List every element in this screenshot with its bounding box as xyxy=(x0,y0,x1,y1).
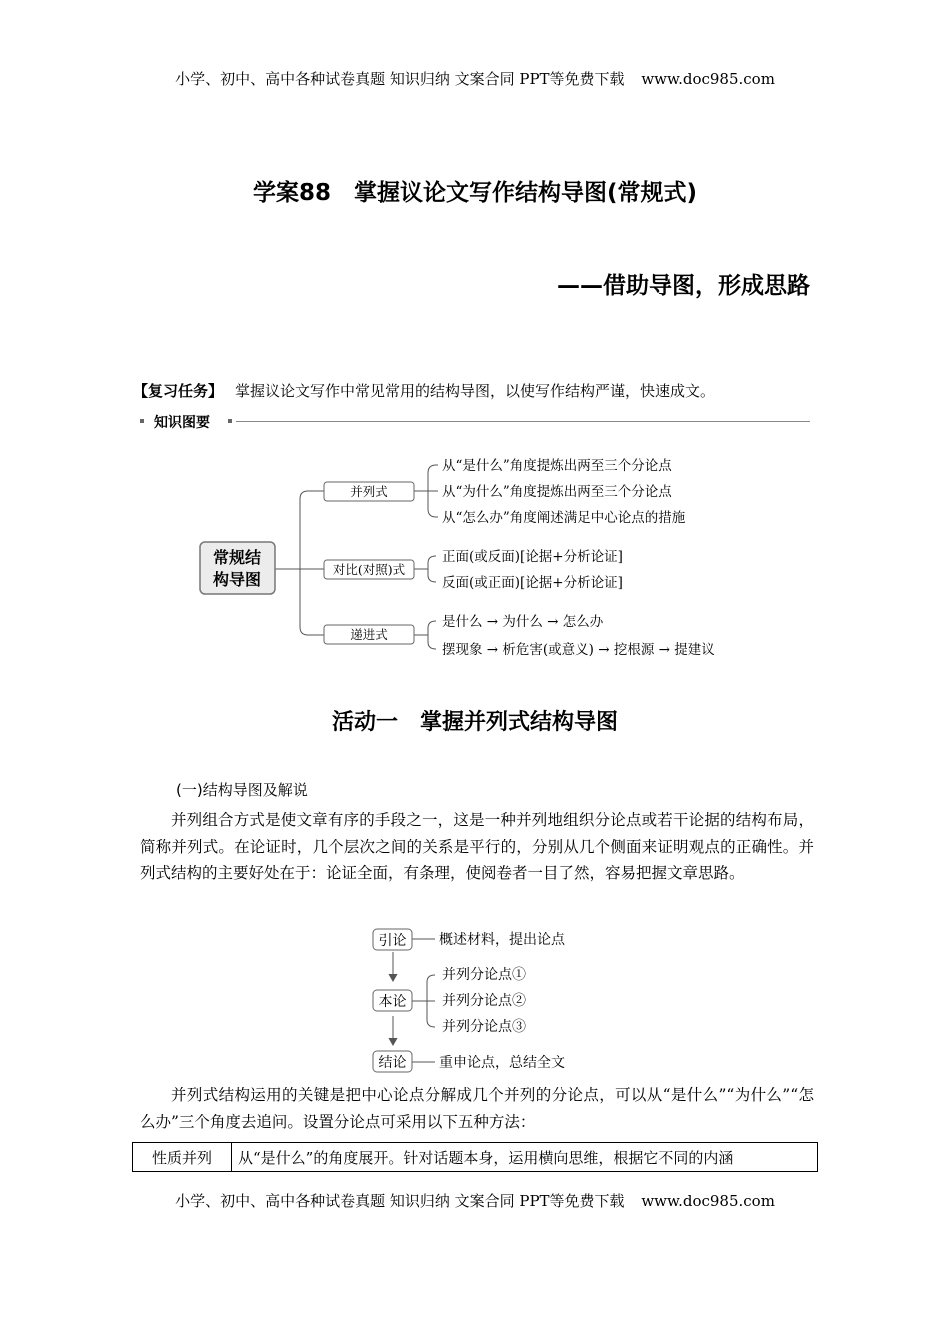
bullet-square-icon xyxy=(140,419,144,423)
branch-label-parallel: 并列式 xyxy=(350,484,388,499)
leaf-item: 摆现象 → 析危害(或意义) → 挖根源 → 提建议 xyxy=(442,642,715,658)
branch-label-progressive: 递进式 xyxy=(350,627,388,642)
footer-url: www.doc985.com xyxy=(641,1192,775,1210)
body-label: 本论 xyxy=(378,994,407,1010)
leaf-item: 是什么 → 为什么 → 怎么办 xyxy=(442,614,604,630)
mindmap-root-line1: 常规结 xyxy=(212,548,262,567)
bullet-square-icon xyxy=(228,419,232,423)
page-header xyxy=(0,68,950,89)
leaf-item: 正面(或反面)[论据+分析论证] xyxy=(442,549,623,565)
branch-label-contrast: 对比(对照)式 xyxy=(332,562,406,577)
knowledge-map-label: 知识图要 xyxy=(154,415,210,431)
table-row xyxy=(133,1143,818,1172)
page-subtitle: ——借助导图，形成思路 xyxy=(557,273,810,299)
method-type: 性质并列 xyxy=(133,1143,232,1172)
parallel-structure-diagram xyxy=(365,922,625,1077)
methods-table xyxy=(132,1142,818,1172)
divider-line xyxy=(236,421,810,422)
header-left-text: 小学、初中、高中各种试卷真题 知识归纳 文案合同 PPT等免费下载 xyxy=(175,70,625,88)
intro-text: 概述材料，提出论点 xyxy=(439,932,565,948)
page-title: 学案88 掌握议论文写作结构导图(常规式) xyxy=(252,180,698,206)
page-footer xyxy=(0,1190,950,1211)
paragraph-intro: 并列组合方式是使文章有序的手段之一，这是一种并列地组织分论点或若干论据的结构布局，简称并列式。在论证时，几个层次之间的关系是平行的，分别从几个侧面来证明观点的正确性。并列式结构的主要好处在于：论证全面，有条理，使阅卷者一目了然，容易把握文章思路。 xyxy=(140,811,814,882)
review-task-label: 【复习任务】 xyxy=(133,382,224,400)
body-item: 并列分论点③ xyxy=(442,1019,526,1035)
leaf-item: 从“为什么”角度提炼出两至三个分论点 xyxy=(442,484,672,500)
knowledge-map-bar xyxy=(140,410,810,432)
intro-label: 引论 xyxy=(378,933,407,949)
header-url: www.doc985.com xyxy=(641,70,775,88)
body-item: 并列分论点① xyxy=(442,967,526,983)
review-task xyxy=(133,380,715,401)
conclusion-text: 重申论点，总结全文 xyxy=(439,1055,565,1071)
method-desc: 从“是什么”的角度展开。针对话题本身，运用横向思维，根据它不同的内涵 xyxy=(232,1143,818,1172)
mindmap-root-line2: 构导图 xyxy=(212,570,262,589)
paragraph-methods: 并列式结构运用的关键是把中心论点分解成几个并列的分论点，可以从“是什么”“为什么”“怎么办”三个角度去追问。设置分论点可采用以下五种方法： xyxy=(140,1086,814,1131)
leaf-item: 从“怎么办”角度阐述满足中心论点的措施 xyxy=(442,510,686,526)
activity-title: 活动一 掌握并列式结构导图 xyxy=(331,710,618,735)
leaf-item: 从“是什么”角度提炼出两至三个分论点 xyxy=(442,458,672,474)
leaf-item: 反面(或正面)[论据+分析论证] xyxy=(442,575,623,591)
footer-left-text: 小学、初中、高中各种试卷真题 知识归纳 文案合同 PPT等免费下载 xyxy=(175,1192,625,1210)
body-item: 并列分论点② xyxy=(442,993,526,1009)
review-task-text: 掌握议论文写作中常见常用的结构导图，以使写作结构严谨，快速成文。 xyxy=(235,382,716,400)
section-title: (一)结构导图及解说 xyxy=(176,781,308,799)
conclusion-label: 结论 xyxy=(378,1055,407,1071)
structure-mind-map xyxy=(190,445,770,670)
